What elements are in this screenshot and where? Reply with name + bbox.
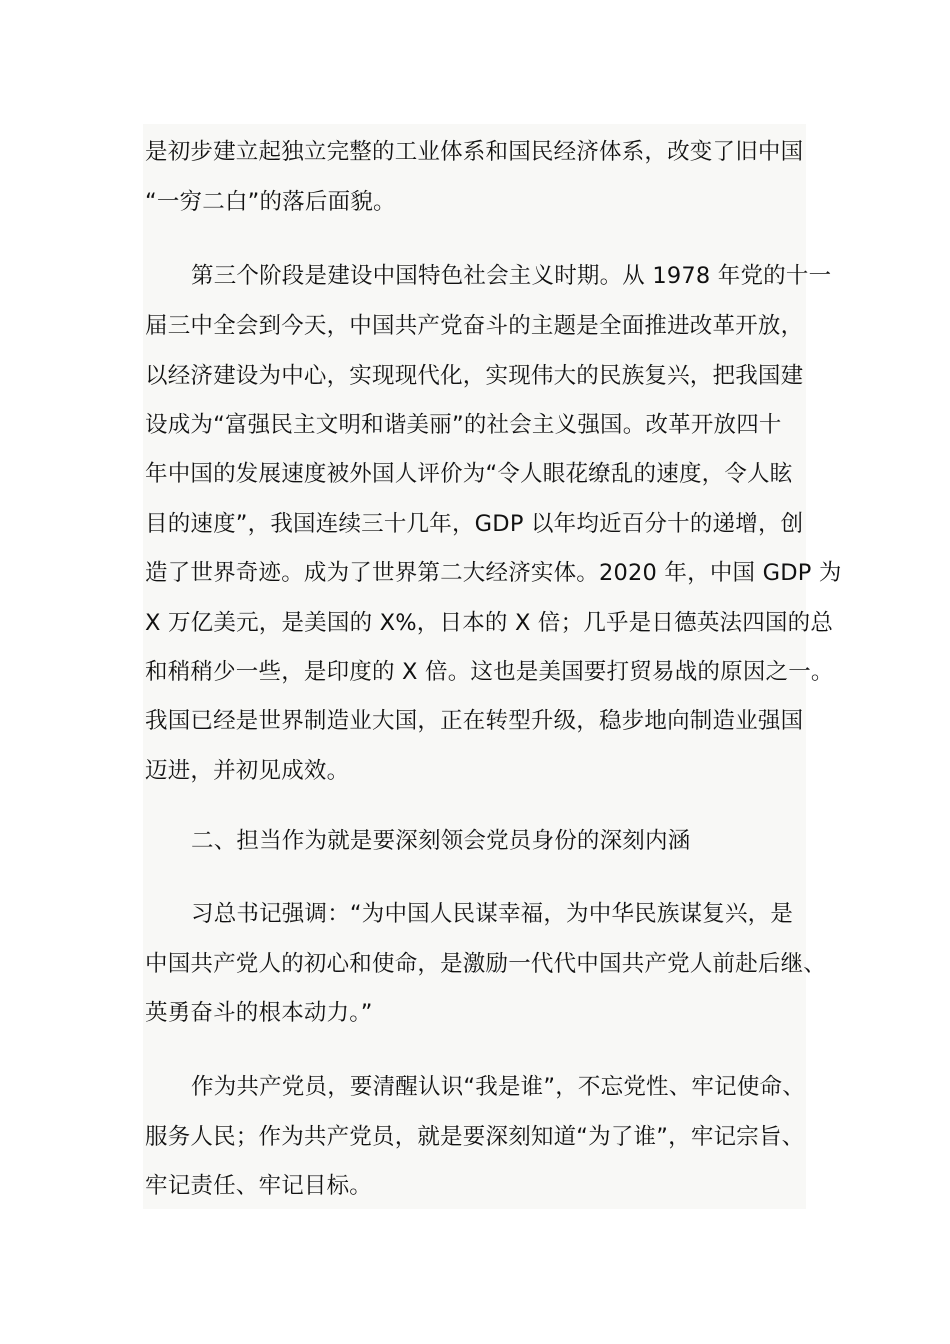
text-line: X 万亿美元，是美国的 X%，日本的 X 倍；几乎是日德英法四国的总	[145, 610, 834, 636]
text-line: 是初步建立起独立完整的工业体系和国民经济体系，改变了旧中国	[145, 139, 804, 165]
paragraph-first-line: 作为共产党员，要清醒认识“我是谁”，不忘党性、牢记使命、	[191, 1074, 805, 1100]
text-line: 英勇奋斗的根本动力。”	[145, 1000, 373, 1026]
text-line: 届三中全会到今天，中国共产党奋斗的主题是全面推进改革开放，	[145, 313, 804, 339]
section-heading: 二、担当作为就是要深刻领会党员身份的深刻内涵	[191, 828, 691, 854]
text-line: 以经济建设为中心，实现现代化，实现伟大的民族复兴，把我国建	[145, 363, 804, 389]
text-line: 设成为“富强民主文明和谐美丽”的社会主义强国。改革开放四十	[145, 412, 782, 438]
text-line: “一穷二白”的落后面貌。	[145, 189, 396, 215]
text-line: 我国已经是世界制造业大国，正在转型升级，稳步地向制造业强国	[145, 708, 804, 734]
paragraph-first-line: 习总书记强调：“为中国人民谋幸福，为中华民族谋复兴，是	[191, 901, 794, 927]
text-line: 和稍稍少一些，是印度的 X 倍。这也是美国要打贸易战的原因之一。	[145, 659, 834, 685]
text-line: 目的速度”，我国连续三十几年，GDP 以年均近百分十的递增，创	[145, 511, 804, 537]
text-line: 牢记责任、牢记目标。	[145, 1173, 373, 1199]
text-line: 中国共产党人的初心和使命，是激励一代代中国共产党人前赴后继、	[145, 951, 827, 977]
text-line: 造了世界奇迹。成为了世界第二大经济实体。2020 年，中国 GDP 为	[145, 560, 842, 586]
text-line: 年中国的发展速度被外国人评价为“令人眼花缭乱的速度，令人眩	[145, 461, 793, 487]
text-line: 迈进，并初见成效。	[145, 758, 350, 784]
paragraph-first-line: 第三个阶段是建设中国特色社会主义时期。从 1978 年党的十一	[191, 263, 832, 289]
text-line: 服务人民；作为共产党员，就是要深刻知道“为了谁”，牢记宗旨、	[145, 1124, 805, 1150]
